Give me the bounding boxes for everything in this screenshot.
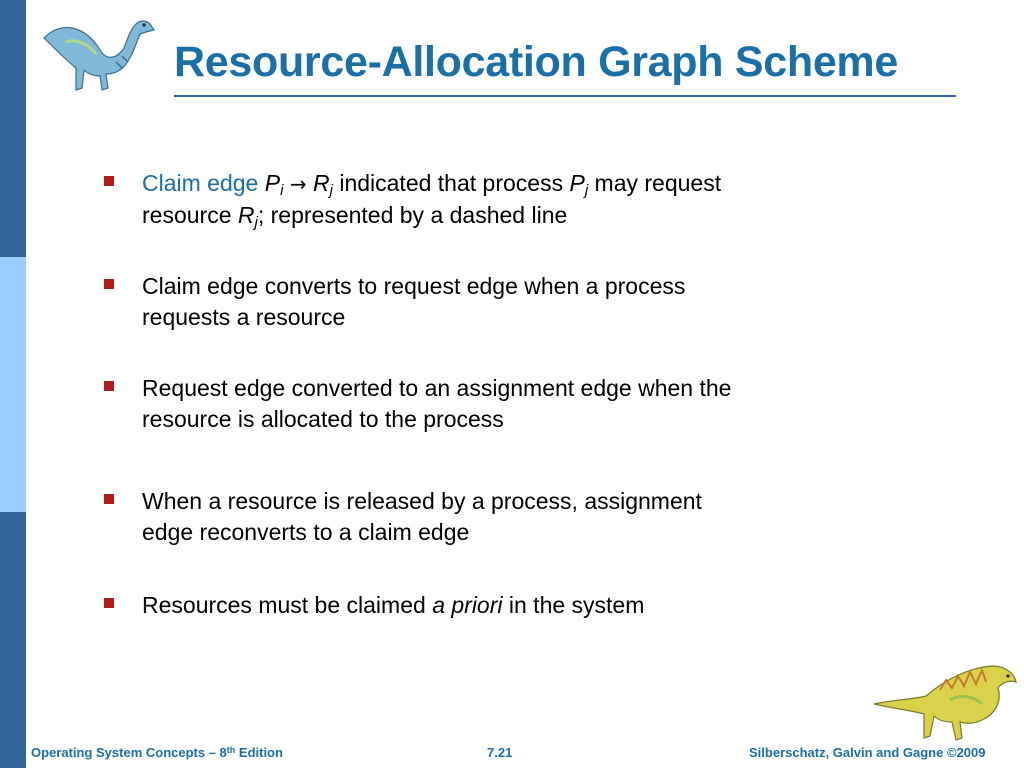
bullet-text [142,590,822,621]
dinosaur-mascot-top-icon [36,8,156,96]
footer-book-title-text: Operating System Concepts – 8 [31,745,227,760]
sidebar-segment-top [0,0,26,257]
bullet-square-icon [104,598,114,608]
bullet-text [142,168,822,231]
arrow-symbol: → [289,172,307,196]
bullet-2-line1: Claim edge converts to request edge when a process [142,273,686,299]
sidebar-segment-bottom [0,512,26,768]
claim-edge-term: Claim edge [142,170,259,196]
process-j-subscript: j [584,182,589,199]
bullet-4-line2: edge reconverts to a claim edge [142,519,470,545]
dinosaur-mascot-bottom-icon [870,660,1020,744]
title-underline [174,95,956,97]
process-j-symbol: P [569,170,585,196]
resource-symbol: R [312,170,330,196]
bullet-1-line2-end: ; represented by a dashed line [257,202,568,228]
bullet-5-after: in the system [508,592,645,618]
process-subscript: i [280,182,284,199]
slide-title: Resource-Allocation Graph Scheme [174,38,898,86]
bullet-square-icon [104,494,114,504]
bullet-square-icon [104,279,114,289]
bullet-square-icon [104,176,114,186]
resource-j-subscript: j [254,214,258,231]
resource-j-symbol: R [237,202,255,228]
footer-edition-suffix: th [226,745,236,755]
bullet-text [142,271,822,333]
process-symbol: P [264,170,281,196]
bullet-1-mid: indicated that process [339,170,564,196]
a-priori-term: a priori [432,592,503,618]
bullet-4-line1: When a resource is released by a process, assignment [142,488,702,514]
copyright-notice: Silberschatz, Galvin and Gagne ©2009 [749,745,986,760]
page-number: 7.21 [487,745,513,760]
bullet-3-line2: resource is allocated to the process [142,406,504,432]
resource-subscript: j [329,182,333,199]
bullet-square-icon [104,381,114,391]
bullet-text [142,486,822,548]
bullet-2-line2: requests a resource [142,304,346,330]
bullet-1-tail: may request [594,170,722,196]
sidebar-segment-middle [0,257,26,512]
footer-book-title [31,745,283,760]
footer-edition-label: Edition [235,745,283,760]
bullet-3-line1: Request edge converted to an assignment edge when the [142,375,732,401]
bullet-5-before: Resources must be claimed [142,592,426,618]
bullet-text [142,373,822,435]
bullet-1-line2-start: resource [142,202,232,228]
